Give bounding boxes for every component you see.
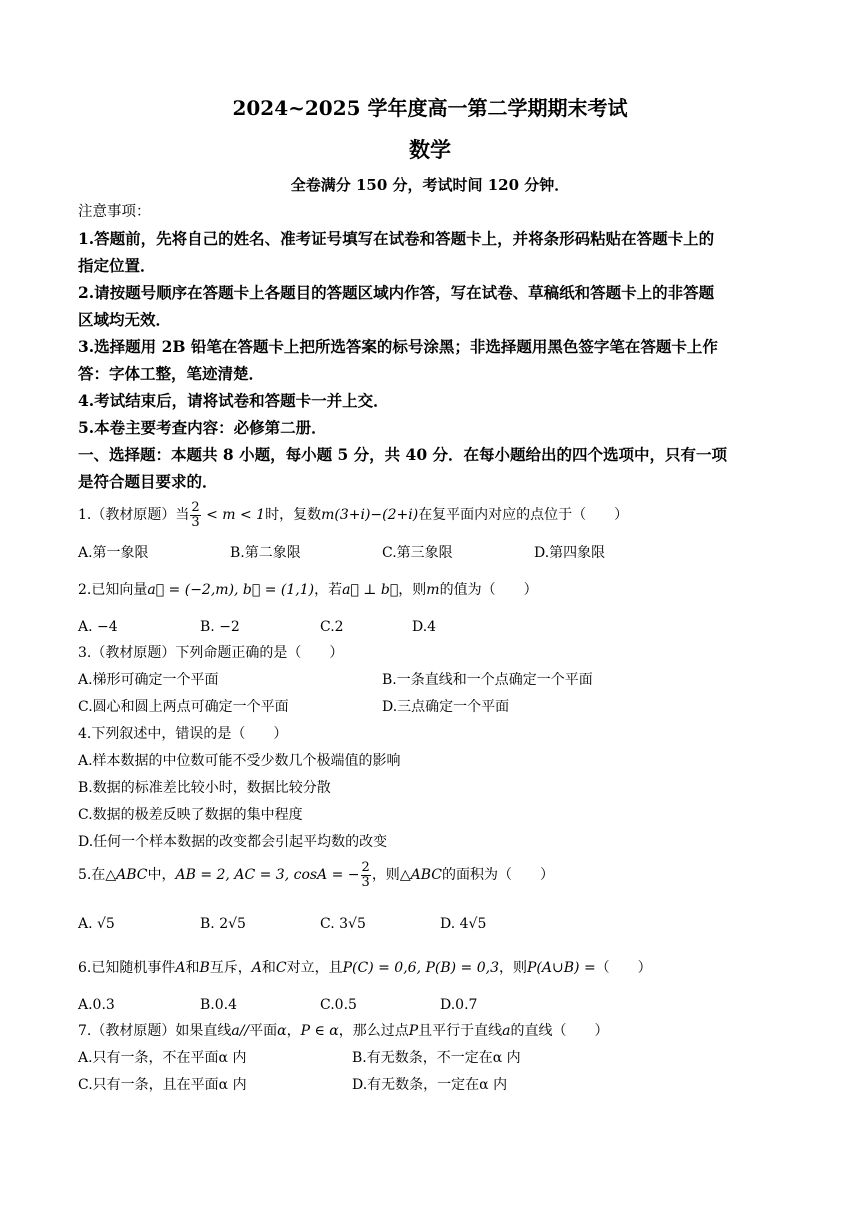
question-6-stem: 6.已知随机事件A和B互斥，A和C对立，且P(C) = 0,6, P(B) = 0,3，则P(A∪B) =（ ）: [78, 960, 652, 976]
q3-option-d: D.三点确定一个平面: [382, 699, 510, 715]
section-heading-2: 是符合题目要求的．: [78, 472, 218, 491]
q1-option-b: B.第二象限: [230, 545, 301, 561]
fraction: $\frac{2}{3}$: [191, 499, 200, 530]
q6-option-b: B.0.4: [200, 997, 238, 1013]
fraction: $\frac{2}{3}$: [361, 859, 370, 890]
q6-option-c: C.0.5: [320, 997, 357, 1013]
q4-option-a: A.样本数据的中位数可能不受少数几个极端值的影响: [78, 753, 401, 769]
q3-option-a: A.梯形可确定一个平面: [78, 672, 219, 688]
q3-option-b: B.一条直线和一个点确定一个平面: [382, 672, 593, 688]
note-3b: 答：字体工整，笔迹清楚．: [78, 364, 265, 383]
q2-option-b: B. −2: [200, 619, 240, 635]
q5-option-d: D. 4√5: [440, 916, 487, 932]
question-2-stem: 2.已知向量a⃗ = (−2,m), b⃗ = (1,1)，若a⃗ ⊥ b⃗，则m的值为（ ）: [78, 582, 538, 598]
note-4: 4.考试结束后，请将试卷和答题卡一并上交．: [78, 391, 389, 410]
q6-option-a: A.0.3: [78, 997, 115, 1013]
question-4-stem: 4.下列叙述中，错误的是（ ）: [78, 726, 288, 742]
note-1b: 指定位置．: [78, 256, 156, 275]
q1-option-d: D.第四象限: [534, 545, 606, 561]
notes-heading: 注意事项：: [78, 204, 151, 220]
q7-option-c: C.只有一条，且在平面α 内: [78, 1077, 247, 1093]
q4-option-c: C.数据的极差反映了数据的集中程度: [78, 807, 303, 823]
question-5-stem: 5.在△ABC中，AB = 2, AC = 3, cosA = − $\frac{2}{3}$ ，则△ABC的面积为（ ）: [78, 859, 554, 890]
q2-option-c: C.2: [320, 619, 344, 635]
q1-option-a: A.第一象限: [78, 545, 149, 561]
q5-option-b: B. 2√5: [200, 916, 246, 932]
q2-option-d: D.4: [412, 619, 437, 635]
q3-option-c: C.圆心和圆上两点可确定一个平面: [78, 699, 289, 715]
q4-option-b: B.数据的标准差比较小时，数据比较分散: [78, 780, 331, 796]
note-1a: 1.答题前，先将自己的姓名、准考证号填写在试卷和答题卡上，并将条形码粘贴在答题卡上的: [78, 229, 715, 248]
q7-option-a: A.只有一条，不在平面α 内: [78, 1050, 247, 1066]
q4-option-d: D.任何一个样本数据的改变都会引起平均数的改变: [78, 834, 388, 850]
exam-title: 2024~2025 学年度高一第二学期期末考试: [232, 96, 628, 120]
subject-title: 数学: [409, 137, 451, 162]
note-5: 5.本卷主要考查内容：必修第二册．: [78, 418, 327, 437]
q7-option-d: D.有无数条，一定在α 内: [352, 1077, 508, 1093]
q6-option-d: D.0.7: [440, 997, 478, 1013]
question-7-stem: 7.（教材原题）如果直线a//平面α，P ∈ α，那么过点P且平行于直线a的直线（ ）: [78, 1023, 609, 1039]
section-heading-1: 一、选择题：本题共 8 小题，每小题 5 分，共 40 分．在每小题给出的四个选项中，只有一项: [78, 445, 728, 464]
exam-info: 全卷满分 150 分，考试时间 120 分钟．: [290, 176, 570, 194]
question-3-stem: 3.（教材原题）下列命题正确的是（ ）: [78, 645, 344, 661]
note-2a: 2.请按题号顺序在答题卡上各题目的答题区域内作答，写在试卷、草稿纸和答题卡上的非答题: [78, 283, 715, 302]
q2-option-a: A. −4: [78, 619, 118, 635]
question-1-stem: 1.（教材原题）当 $\frac{2}{3}$ < m < 1时，复数m(3+i)−(2+i)在复平面内对应的点位于（ ）: [78, 499, 629, 530]
note-2b: 区域均无效．: [78, 310, 172, 329]
q5-option-a: A. √5: [78, 916, 115, 932]
note-3a: 3.选择题用 2B 铅笔在答题卡上把所选答案的标号涂黑；非选择题用黑色签字笔在答题卡上作: [78, 337, 718, 356]
q5-option-c: C. 3√5: [320, 916, 366, 932]
q1-option-c: C.第三象限: [382, 545, 453, 561]
q7-option-b: B.有无数条，不一定在α 内: [352, 1050, 521, 1066]
